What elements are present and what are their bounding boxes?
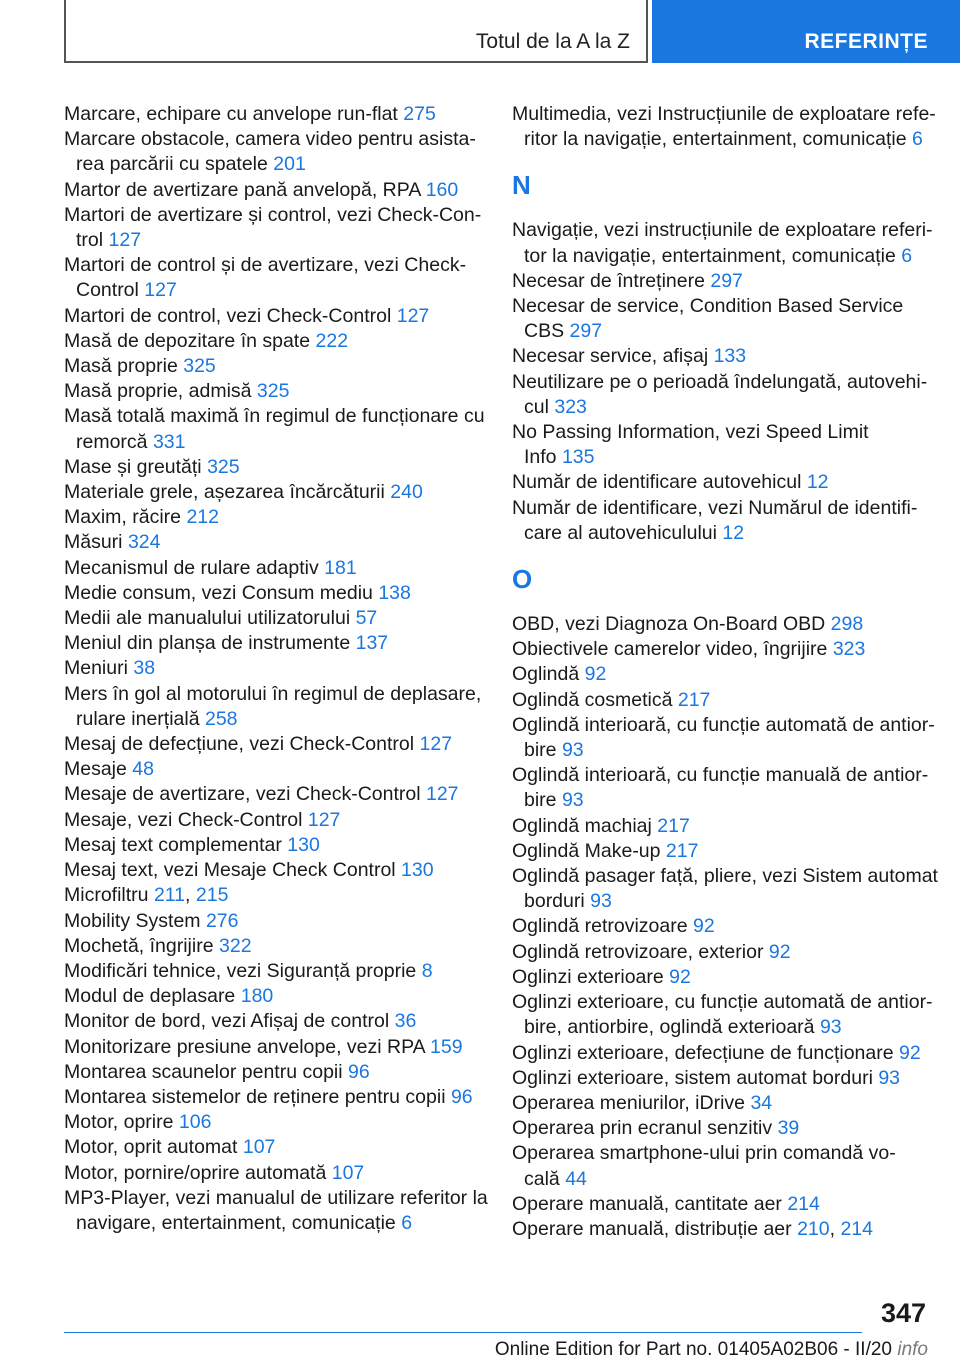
index-entry [512, 1091, 932, 1116]
page-reference-link[interactable]: 258 [204, 707, 238, 730]
page-reference-link[interactable]: 323 [554, 395, 587, 418]
page-number: 347 [880, 1298, 926, 1328]
index-entry [64, 304, 484, 329]
page-reference-link[interactable]: 325 [256, 380, 290, 403]
page-reference-link[interactable]: 324 [127, 531, 161, 554]
index-entry [512, 864, 938, 914]
index-entry-label: Necesar service, afișaj [512, 345, 709, 368]
page-reference-link[interactable]: 322 [219, 934, 252, 957]
page-reference-link[interactable]: 201 [273, 153, 306, 176]
index-entry-label: Martori de avertizare și control, vezi Check-Con- trol [64, 203, 482, 252]
index-column-left [64, 102, 488, 1236]
page-reference-link[interactable]: 93 [878, 1066, 901, 1089]
index-letter-heading: O [512, 564, 533, 595]
index-entry-label: MP3-Player, vezi manualul de utilizare referitor la navigare, entertainment, comunicație [64, 1186, 488, 1234]
page-reference-link[interactable]: 212 [186, 506, 219, 529]
index-entry-label: Oglinzi exterioare, cu funcție automată de antior- bire, antiorbire, oglindă exterioară [512, 991, 933, 1039]
page-reference-link[interactable]: 127 [419, 733, 453, 756]
page-reference-link[interactable]: 297 [710, 269, 743, 292]
index-entry-label: Masă de depozitare în spate [64, 329, 311, 352]
index-entry-label: Măsuri [64, 531, 123, 554]
index-entry [64, 354, 484, 379]
index-entry [512, 1116, 932, 1141]
index-entry [512, 814, 932, 839]
index-entry-label: Neutilizare pe o perioadă îndelungată, autovehi- cul [512, 370, 928, 418]
page-reference-link[interactable]: 138 [378, 581, 411, 604]
index-entry-label: Mase și greutăți [64, 455, 202, 478]
index-entry-label: Operare manuală, cantitate aer [512, 1192, 782, 1215]
index-entry-label: Meniuri [64, 657, 128, 680]
index-entry [512, 1066, 932, 1091]
index-entry-label: No Passing Information, vezi Speed Limit Info [512, 421, 869, 469]
index-entry-label: Motor, pornire/oprire automată [64, 1161, 327, 1184]
index-entry [64, 631, 484, 656]
index-entry-label: Monitor de bord, vezi Afișaj de control [64, 1010, 390, 1033]
index-entry-label: Oglindă cosmetică [512, 688, 673, 711]
index-entry-label: Mesaj text, vezi Mesaje Check Control [64, 859, 396, 882]
page-reference-link[interactable]: 130 [401, 859, 434, 882]
index-entry-label: Oglindă interioară, cu funcție manuală de antior- bire [512, 764, 929, 812]
page-reference-link[interactable]: 6 [912, 128, 923, 151]
page-reference-link[interactable]: 34 [750, 1091, 773, 1114]
index-entry-label: Marcare, echipare cu anvelope run-flat [64, 103, 398, 125]
index-entry-label: Mesaj de defecțiune, vezi Check-Control [64, 733, 415, 756]
index-entry [512, 269, 932, 294]
index-entry [64, 253, 484, 303]
index-entry-label: Meniul din planșa de instrumente [64, 632, 351, 655]
index-entry [64, 984, 484, 1009]
index-entry [64, 909, 484, 934]
index-entry-label: Mers în gol al motorului în regimul de deplasare, rulare inerțială [64, 682, 482, 730]
index-entry-label: Oglindă retrovizoare [512, 915, 688, 938]
index-entry-label: Materiale grele, așezarea încărcăturii [64, 481, 385, 504]
page-reference-link[interactable]: 217 [657, 814, 690, 837]
index-entry [64, 581, 484, 606]
page-reference-link[interactable]: 12 [806, 471, 829, 494]
index-entry-label: Microfiltru [64, 884, 149, 907]
index-entry [64, 329, 484, 354]
index-entry [512, 470, 932, 495]
index-entry [64, 480, 484, 505]
header-section-title: Totul de la A la Z [475, 30, 630, 53]
page-reference-link[interactable]: 211 [153, 884, 186, 907]
page-reference-link[interactable]: 180 [240, 985, 274, 1008]
page-reference-link[interactable]: 96 [348, 1060, 370, 1083]
header-reference-tab[interactable] [652, 0, 960, 63]
page-reference-link[interactable]: 93 [561, 739, 584, 762]
index-entry [512, 1041, 932, 1066]
footer-edition: Online Edition for Part no. 01405A02B06 - II/20 [494, 1339, 892, 1360]
page-reference-link[interactable]: 323 [832, 638, 866, 661]
index-entry-label: Oglindă [512, 663, 580, 686]
index-entry [512, 990, 932, 1040]
index-entry [64, 1161, 484, 1186]
index-entry [512, 344, 932, 369]
index-entry [64, 934, 484, 959]
index-entry [64, 1135, 484, 1160]
index-entry-label: Mecanismul de rulare adaptiv [64, 556, 319, 579]
page-reference-link[interactable]: 325 [183, 355, 216, 378]
index-entry [512, 420, 932, 470]
index-entry [64, 757, 484, 782]
index-entry [64, 782, 484, 807]
index-entry-label: Mesaje de avertizare, vezi Check-Control [64, 783, 421, 806]
page-reference-link[interactable]: 8 [421, 959, 433, 982]
index-entry-label: Martor de avertizare pană anvelopă, RPA [64, 178, 421, 201]
index-entry [64, 102, 484, 127]
page-reference-link[interactable]: 127 [396, 304, 430, 327]
index-entry [64, 505, 484, 530]
page-reference-link[interactable]: 137 [355, 632, 389, 655]
page-reference-link[interactable]: 38 [133, 657, 156, 680]
index-entry-label: Obiectivele camerelor video, îngrijire [512, 638, 828, 661]
index-letter-heading: N [512, 170, 531, 201]
index-entry [64, 530, 484, 555]
index-entry-label: Operarea smartphone-ului prin comandă vo- cală [512, 1142, 896, 1190]
index-entry [512, 965, 932, 990]
index-entry-label: Navigație, vezi instrucțiunile de exploatare referi- tor la navigație, entertainment, comunicație [512, 219, 933, 267]
index-entry-label: Oglinzi exterioare [512, 965, 664, 988]
index-entry [64, 1009, 484, 1034]
index-entry: Operare manuală, distribuție aer 210, 214 [512, 1217, 874, 1240]
page-reference-link[interactable]: 92 [899, 1041, 921, 1064]
index-entry-label: Marcare obstacole, camera video pentru asista- rea parcării cu spatele [64, 128, 476, 176]
page-reference-link[interactable]: 159 [430, 1035, 463, 1058]
index-entry [512, 1192, 932, 1217]
index-entry-label: Oglinzi exterioare, defecțiune de funcționare [512, 1041, 894, 1064]
index-entry [64, 127, 484, 177]
page-reference-link[interactable]: 298 [830, 613, 864, 636]
page-reference-link[interactable]: 127 [307, 808, 341, 831]
index-entry [512, 496, 932, 546]
index-entry [512, 1141, 932, 1191]
page-reference-link[interactable]: 130 [287, 833, 320, 856]
index-entry [512, 662, 932, 687]
index-entry [64, 1060, 484, 1085]
footer-divider [64, 1332, 862, 1333]
index-entry-label: Oglindă machiaj [512, 814, 652, 837]
page-reference-link[interactable]: 96 [450, 1085, 473, 1108]
index-column-right [512, 102, 938, 1242]
page-reference-link[interactable]: 48 [132, 758, 154, 781]
page-reference-link[interactable]: 57 [355, 607, 378, 630]
index-entry-label: Mobility System [64, 909, 201, 932]
index-entry-label: Maxim, răcire [64, 506, 182, 529]
index-entry [512, 370, 932, 420]
index-entry-label: Număr de identificare autovehicul [512, 471, 802, 494]
page-reference-link[interactable]: 127 [108, 229, 142, 252]
index-entry-label: Martori de control, vezi Check-Control [64, 304, 392, 327]
page-reference-link[interactable]: 12 [722, 521, 745, 544]
index-entry-label: Mochetă, îngrijire [64, 934, 214, 957]
page-reference-link[interactable]: 92 [693, 915, 715, 938]
index-entry-label: Multimedia, vezi Instrucțiunile de exploatare refe- ritor la navigație, entertainment, comunicație [512, 103, 936, 151]
index-entry [512, 612, 932, 637]
page-reference-link[interactable]: 214 [840, 1217, 874, 1240]
index-entry-label: Necesar de întreținere [512, 269, 705, 292]
index-entry-label: OBD, vezi Diagnoza On-Board OBD [512, 613, 826, 636]
index-entry [64, 379, 484, 404]
page-reference-link[interactable]: 135 [561, 446, 595, 469]
page-reference-link[interactable]: 92 [669, 965, 691, 988]
header-reference-label: REFERINȚE [804, 30, 928, 53]
page-reference-link[interactable]: 210 [797, 1217, 830, 1240]
page-reference-link[interactable]: 325 [207, 455, 240, 478]
index-entry [64, 1035, 484, 1060]
index-entry [64, 1085, 484, 1110]
index-entry-label: Medie consum, vezi Consum mediu [64, 581, 373, 604]
index-entry-label: Motor, oprit automat [64, 1136, 238, 1159]
page-reference-link[interactable]: 331 [152, 430, 186, 453]
page-reference-link[interactable]: 107 [242, 1136, 276, 1159]
index-entry-label: Montarea sistemelor de reținere pentru copii [64, 1085, 446, 1108]
index-entry [64, 1110, 484, 1135]
index-entry-label: Operarea meniurilor, iDrive [512, 1091, 746, 1114]
index-entry-label: Montarea scaunelor pentru copii [64, 1060, 343, 1083]
page-reference-link[interactable]: 106 [178, 1111, 212, 1134]
index-entry-label: Mesaj text complementar [64, 833, 282, 856]
index-entry-label: Operarea prin ecranul senzitiv [512, 1117, 773, 1140]
footer-watermark: info [897, 1339, 928, 1360]
index-entry [512, 294, 932, 344]
index-entry-label: Martori de control și de avertizare, vezi Check- Control [64, 254, 467, 302]
page-reference-link[interactable]: 6 [401, 1211, 413, 1234]
index-entry-label: Oglinzi exterioare, sistem automat borduri [512, 1066, 873, 1089]
page-reference-link[interactable]: 240 [390, 481, 423, 504]
index-entry-label: Motor, oprire [64, 1111, 174, 1134]
index-entry [64, 1186, 488, 1236]
index-entry [64, 178, 484, 203]
index-entry-label: Masă proprie, admisă [64, 380, 252, 403]
index-entry [512, 940, 932, 965]
index-entry-label: Operare manuală, distribuție aer [512, 1217, 792, 1240]
index-entry [512, 763, 932, 813]
page-reference-link[interactable]: 217 [677, 688, 711, 711]
page-reference-link[interactable]: 127 [425, 783, 459, 806]
index-entry-label: Oglindă pasager față, pliere, vezi Sistem automat borduri [512, 865, 938, 913]
index-entry [64, 606, 484, 631]
index-entry-label: Necesar de service, Condition Based Service CBS [512, 295, 904, 343]
page-reference-link[interactable]: 92 [768, 940, 791, 963]
page-reference-link[interactable]: 44 [565, 1167, 587, 1190]
index-entry [64, 682, 484, 732]
page-reference-link[interactable]: 6 [901, 244, 913, 267]
index-entry-label: Oglindă Make-up [512, 839, 661, 862]
index-entry [512, 914, 932, 939]
index-entry-label: Masă proprie [64, 355, 178, 378]
page-reference-link[interactable]: 127 [144, 279, 177, 302]
page-reference-link[interactable]: 215 [195, 884, 229, 907]
page-reference-link[interactable]: 276 [205, 909, 239, 932]
page-reference-link[interactable]: 297 [569, 320, 603, 343]
index-entry-label: Masă totală maximă în regimul de funcționare cu remorcă [64, 405, 485, 453]
index-entry-label: Oglindă interioară, cu funcție automată de antior- bire [512, 713, 935, 762]
page-reference-link[interactable]: 93 [590, 890, 612, 913]
page-reference-link[interactable]: 92 [584, 663, 607, 686]
index-entry [64, 404, 484, 454]
index-entry [512, 839, 932, 864]
page-reference-link[interactable]: 222 [315, 329, 349, 352]
index-entry [64, 455, 484, 480]
index-entry-label: Modul de deplasare [64, 985, 236, 1008]
page-reference-link[interactable]: 217 [665, 839, 699, 862]
index-entry [64, 732, 484, 757]
page-reference-link[interactable]: 275 [403, 103, 436, 125]
page-reference-link[interactable]: 93 [561, 789, 584, 812]
index-entry [64, 203, 484, 253]
index-entry [64, 959, 484, 984]
page-reference-link[interactable]: 36 [394, 1010, 417, 1033]
page-reference-link[interactable]: 160 [425, 178, 459, 201]
page-reference-link[interactable]: 214 [787, 1192, 820, 1215]
index-entry [512, 713, 935, 763]
index-entry [512, 637, 932, 662]
index-entry [512, 218, 932, 268]
page-reference-link[interactable]: 93 [819, 1016, 842, 1039]
index-entry [64, 656, 484, 681]
index-entry: Microfiltru 211, 215 [64, 884, 229, 907]
index-entry [64, 858, 484, 883]
index-entry-label: Monitorizare presiune anvelope, vezi RPA [64, 1035, 425, 1058]
index-entry-label: Medii ale manualului utilizatorului [64, 607, 351, 630]
index-entry-label: Număr de identificare, vezi Numărul de identifi- care al autovehiculului [512, 496, 918, 544]
index-entry [64, 808, 484, 833]
index-entry-label: Oglindă retrovizoare, exterior [512, 940, 764, 963]
page-reference-link[interactable]: 107 [331, 1161, 365, 1184]
page-reference-link[interactable]: 133 [713, 345, 747, 368]
index-entry [512, 688, 932, 713]
page-reference-link[interactable]: 181 [324, 556, 357, 579]
page-reference-link[interactable]: 39 [777, 1117, 800, 1140]
index-entry [64, 833, 484, 858]
index-entry [512, 102, 936, 152]
index-entry-label: Mesaje [64, 758, 127, 781]
index-entry-label: Mesaje, vezi Check-Control [64, 808, 303, 831]
header-section-box [64, 0, 648, 63]
index-entry-label: Modificări tehnice, vezi Siguranță proprie [64, 959, 417, 982]
index-entry [64, 556, 484, 581]
